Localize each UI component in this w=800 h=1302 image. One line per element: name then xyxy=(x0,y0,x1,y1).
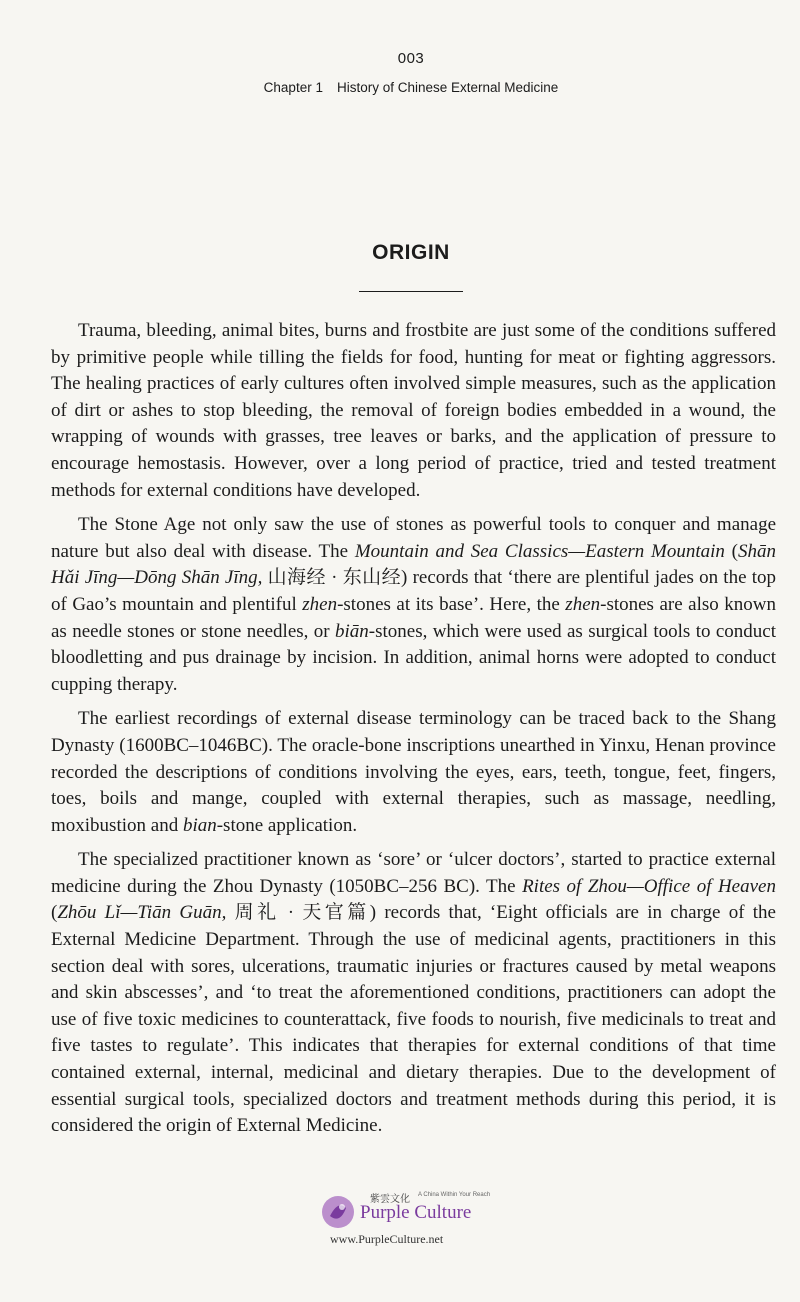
running-head xyxy=(0,80,800,95)
page-number: 003 xyxy=(397,50,425,67)
title-underline xyxy=(359,291,463,292)
text-run: ( xyxy=(51,902,58,924)
italic-run: biān xyxy=(334,620,369,642)
text-run: -stones at its base’. Here, the xyxy=(337,593,566,615)
italic-run: zhen xyxy=(302,593,338,615)
body-paragraph xyxy=(51,512,776,698)
italic-run: Shān Hǎi Jīng—Dōng Shān Jīng, xyxy=(51,540,777,589)
italic-run: bian xyxy=(182,814,217,836)
body-text xyxy=(51,318,776,1148)
body-paragraph xyxy=(51,847,776,1140)
italic-run: zhen xyxy=(565,593,601,615)
text-run: 山海经 · 东山经) records that ‘there are plentiful jades on the top of Gao’s mountain and plentiful xyxy=(51,567,776,615)
text-run: The Stone Age not only saw the use of stones as powerful tools to conquer and manage nature but also deal with disease. The xyxy=(51,514,776,562)
text-run: -stone application. xyxy=(216,814,358,836)
text-run: -stones, which were used as surgical tools to conduct bloodletting and pus drainage by incision. In addition, animal horns were adopted to conduct cupping therapy. xyxy=(51,620,776,695)
text-run: Trauma, bleeding, animal bites, burns and frostbite are just some of the conditions suffered by primitive people while tilling the fields for food, hunting for meat or fighting aggressors. The healing practices of early cultures often involved simple measures, such as the application of dirt or ashes to stop bleeding, the removal of foreign bodies embedded in a wound, the wrapping of wounds with grasses, tree leaves or barks, and the application of pressure to encourage hemostasis. However, over a long period of practice, tried and tested treatment methods for external conditions have developed. xyxy=(51,320,776,501)
chapter-title: History of Chinese External Medicine xyxy=(336,80,559,95)
text-run: The earliest recordings of external disease terminology can be traced back to the Shang Dynasty (1600BC–1046BC). The oracle-bone inscriptions unearthed in Yinxu, Henan province recorded the descriptions of conditions involving the eyes, ears, teeth, tongue, feet, fingers, toes, boils and mange, coupled with external therapies, such as massage, needling, moxibustion and xyxy=(51,708,776,836)
body-paragraph xyxy=(51,318,776,504)
italic-run: Mountain and Sea Classics—Eastern Mountain xyxy=(354,540,725,562)
chapter-label: Chapter 1 xyxy=(263,80,323,95)
watermark-url: www.PurpleCulture.net xyxy=(330,1232,444,1246)
body-paragraph xyxy=(51,706,776,839)
italic-run: Rites of Zhou—Office of Heaven xyxy=(522,875,776,897)
section-title: ORIGIN xyxy=(372,241,450,264)
purple-culture-logo-icon xyxy=(320,1194,356,1230)
italic-run: Zhōu Lǐ—Tiān Guān, xyxy=(57,902,227,924)
watermark-brand: Purple Culture xyxy=(360,1202,472,1223)
watermark-chinese-name: 紫雲文化 xyxy=(370,1194,410,1205)
text-run: The specialized practitioner known as ‘sore’ or ‘ulcer doctors’, started to practice external medicine during the Zhou Dynasty (1050BC–256 BC). The xyxy=(51,849,776,897)
text-run: -stones are also known as needle stones or stone needles, or xyxy=(51,593,776,642)
text-run: ( xyxy=(724,540,739,562)
text-run: 周礼 · 天官篇) records that, ‘Eight officials are in charge of the External Medicine Department. Through the use of medicinal agents, practitioners in this section deal with sores, ulcerations, traumatic injuries or fractures caused by metal weapons and skin abscesses’, and ‘to treat the aforementioned conditions, practitioners can adopt the use of five toxic medicines to counterattack, five foods to nourish, five medicinals to treat and five tastes to regulate’. This indicates that therapies for external conditions of that time contained external, internal, medicinal and dietary therapies. Due to the development of essential surgical tools, specialized doctors and treatment methods during this period, it is considered the origin of External Medicine. xyxy=(51,902,776,1137)
watermark xyxy=(320,1190,520,1260)
watermark-tagline: A China Within Your Reach xyxy=(418,1192,491,1198)
